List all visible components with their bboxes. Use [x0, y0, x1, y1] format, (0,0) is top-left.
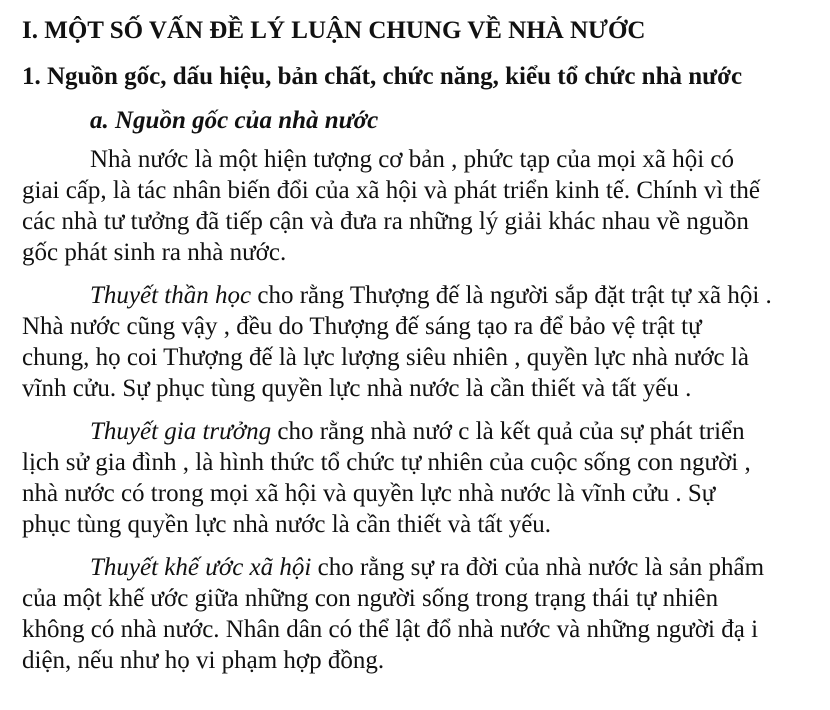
- paragraph-line: Nhà nước là một hiện tượng cơ bản , phức tạp của mọi xã hội có: [90, 146, 735, 173]
- paragraph-patriarchal-theory: [22, 416, 810, 540]
- paragraph-first-line: [22, 416, 810, 447]
- paragraph-social-contract-theory: [22, 552, 810, 676]
- paragraph-first-line: [22, 552, 810, 583]
- paragraph-line: giai cấp, là tác nhân biến đổi của xã hội và phát triển kinh tế. Chính vì thế: [22, 177, 760, 204]
- heading-section-1: I. MỘT SỐ VẤN ĐỀ LÝ LUẬN CHUNG VỀ NHÀ NƯỚC: [22, 17, 646, 44]
- heading-subsection-1: 1. Nguồn gốc, dấu hiệu, bản chất, chức năng, kiểu tổ chức nhà nước: [22, 63, 743, 90]
- theory-term: Thuyết khế ước xã hội: [90, 554, 312, 581]
- paragraph-line: diện, nếu như họ vi phạm hợp đồng.: [22, 647, 385, 674]
- paragraph-line: lịch sử gia đình , là hình thức tổ chức tự nhiên của cuộc sống con người ,: [22, 449, 751, 476]
- paragraph-line: Nhà nước cũng vậy , đều do Thượng đế sáng tạo ra để bảo vệ trật tự: [22, 313, 702, 340]
- paragraph-line: các nhà tư tưởng đã tiếp cận và đưa ra những lý giải khác nhau về nguồn: [22, 208, 749, 235]
- paragraph-intro: [22, 144, 810, 268]
- paragraph-first-line: [22, 280, 810, 311]
- paragraph-line: của một khế ước giữa những con người sống trong trạng thái tự nhiên: [22, 585, 719, 612]
- paragraph-theology-theory: [22, 280, 810, 404]
- paragraph-line-rest: cho rằng Thượng đế là người sắp đặt trật tự xã hội .: [251, 282, 772, 309]
- paragraph-line: phục tùng quyền lực nhà nước là cần thiết và tất yếu.: [22, 511, 552, 538]
- paragraph-line-rest: cho rằng sự ra đời của nhà nước là sản phẩm: [311, 554, 765, 581]
- paragraph-line: chung, họ coi Thượng đế là lực lượng siêu nhiên , quyền lực nhà nước là: [22, 344, 749, 371]
- heading-item-a: a. Nguồn gốc của nhà nước: [90, 107, 379, 134]
- theory-term: Thuyết thần học: [90, 282, 252, 309]
- paragraph-line-rest: cho rằng nhà nướ c là kết quả của sự phát triển: [271, 418, 745, 445]
- paragraph-line: gốc phát sinh ra nhà nước.: [22, 239, 287, 266]
- paragraph-line: không có nhà nước. Nhân dân có thể lật đổ nhà nước và những người đạ i: [22, 616, 759, 643]
- paragraph-line: nhà nước có trong mọi xã hội và quyền lực nhà nước là vĩnh cửu . Sự: [22, 480, 716, 507]
- paragraph-line: vĩnh cửu. Sự phục tùng quyền lực nhà nước là cần thiết và tất yếu .: [22, 375, 692, 402]
- theory-term: Thuyết gia trưởng: [90, 418, 272, 445]
